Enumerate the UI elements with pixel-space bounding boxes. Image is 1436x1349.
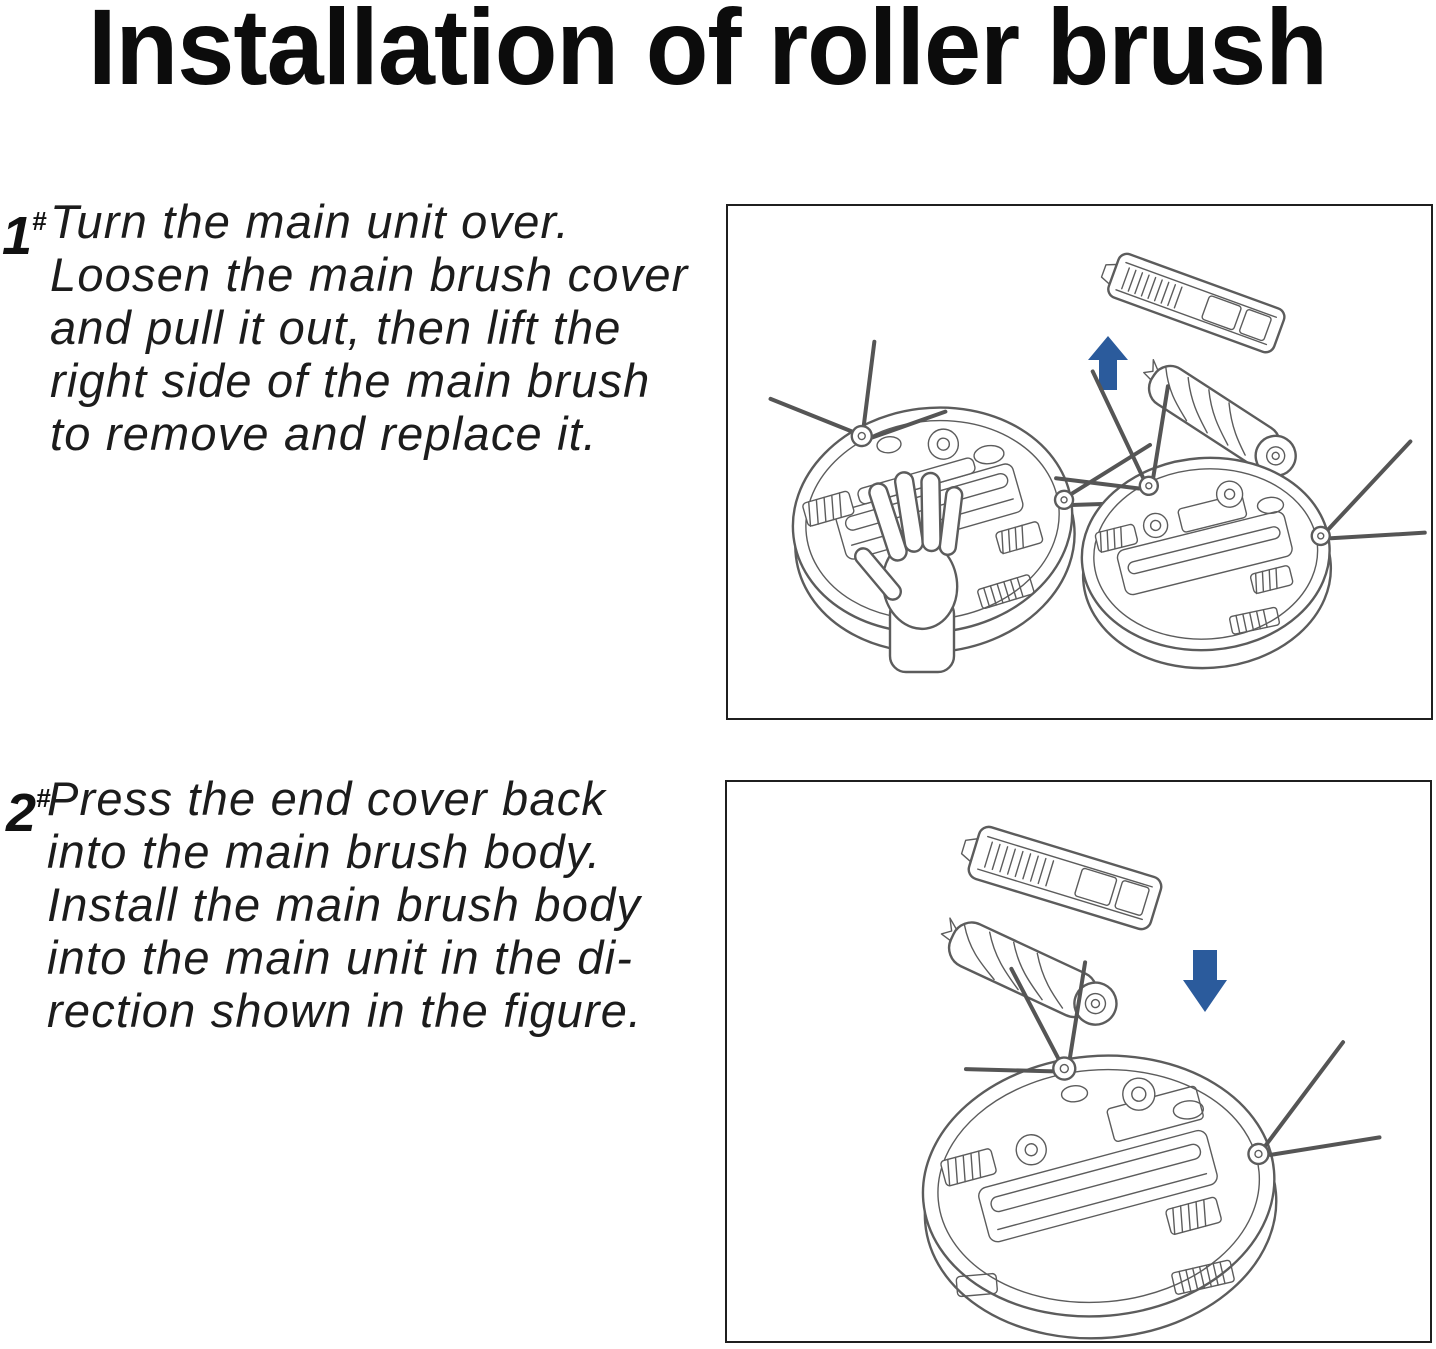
step-2-number: 2#	[6, 783, 51, 843]
side-brush	[1239, 1040, 1380, 1165]
figure-2-illustration	[727, 782, 1430, 1341]
side-brush	[1306, 441, 1425, 546]
robot-underside-empty	[1049, 349, 1431, 678]
figure-1-illustration	[728, 206, 1431, 718]
roller-brush	[933, 911, 1125, 1033]
step-2-line: Install the main brush body	[47, 878, 642, 931]
brush-cover	[1096, 248, 1287, 355]
step-1-line: and pull it out, then lift the	[50, 301, 622, 354]
up-arrow-icon	[1088, 336, 1128, 390]
step-1-number: 1#	[2, 206, 47, 266]
step-1-text	[50, 195, 689, 460]
figure-2-install-brush	[725, 780, 1432, 1343]
step-2-text	[47, 772, 642, 1037]
step-1-line: right side of the main brush	[50, 354, 651, 407]
step-2-line: into the main unit in the di-	[47, 931, 634, 984]
step-2-line: into the main brush body.	[47, 825, 602, 878]
step-1-line: Turn the main unit over.	[50, 195, 570, 248]
step-1-line: to remove and replace it.	[50, 407, 598, 460]
step-1	[2, 195, 689, 460]
down-arrow-icon	[1183, 950, 1227, 1012]
step-2	[6, 772, 642, 1037]
step-1-line: Loosen the main brush cover	[50, 248, 689, 301]
step-2-line: rection shown in the figure.	[47, 984, 643, 1037]
step-2-line: Press the end cover back	[47, 772, 607, 825]
step-2-hash: #	[36, 783, 51, 813]
robot-underside	[904, 938, 1395, 1341]
figure-1-remove-brush	[726, 204, 1433, 720]
brush-cover	[956, 821, 1164, 931]
step-1-hash: #	[32, 206, 47, 236]
page-title: Installation of roller brush	[88, 0, 1327, 107]
